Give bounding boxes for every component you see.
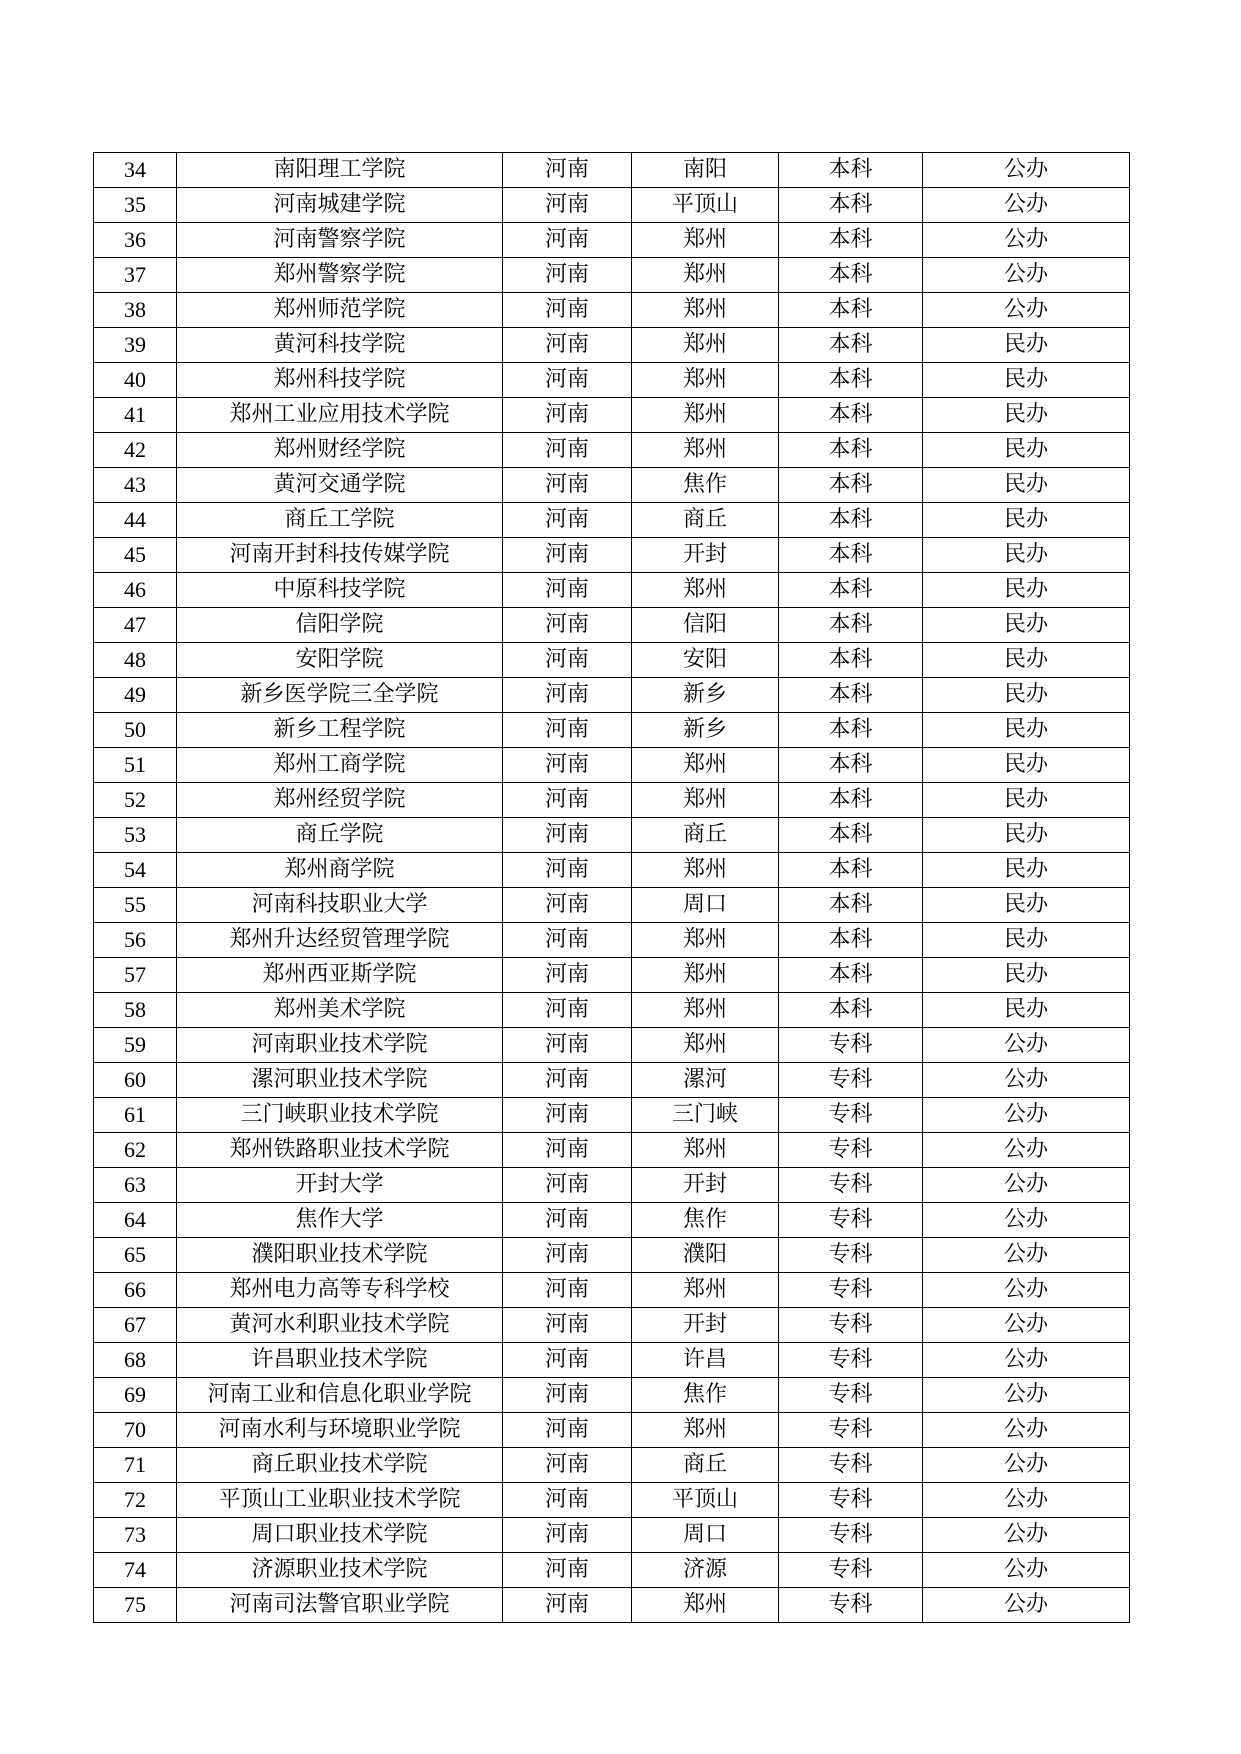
education-level-cell: 本科 (779, 643, 923, 678)
education-level-cell: 本科 (779, 853, 923, 888)
ownership-type-cell: 民办 (923, 783, 1130, 818)
row-number-cell: 49 (94, 678, 177, 713)
education-level-cell: 本科 (779, 923, 923, 958)
education-level-cell: 专科 (779, 1378, 923, 1413)
row-number-cell: 61 (94, 1098, 177, 1133)
education-level-cell: 本科 (779, 888, 923, 923)
table-row (94, 678, 1130, 713)
table-row (94, 1343, 1130, 1378)
row-number-cell: 40 (94, 363, 177, 398)
city-cell: 济源 (632, 1553, 779, 1588)
row-number-cell: 37 (94, 258, 177, 293)
table-row (94, 223, 1130, 258)
province-cell: 河南 (503, 783, 632, 818)
ownership-type-cell: 民办 (923, 818, 1130, 853)
university-list-table (93, 152, 1130, 1623)
row-number-cell: 43 (94, 468, 177, 503)
row-number-cell: 64 (94, 1203, 177, 1238)
province-cell: 河南 (503, 1028, 632, 1063)
city-cell: 郑州 (632, 1133, 779, 1168)
institution-name-cell: 郑州工业应用技术学院 (177, 398, 503, 433)
city-cell: 郑州 (632, 958, 779, 993)
table-row (94, 818, 1130, 853)
city-cell: 郑州 (632, 433, 779, 468)
table-row (94, 643, 1130, 678)
city-cell: 开封 (632, 1168, 779, 1203)
province-cell: 河南 (503, 538, 632, 573)
row-number-cell: 70 (94, 1413, 177, 1448)
ownership-type-cell: 公办 (923, 153, 1130, 188)
province-cell: 河南 (503, 328, 632, 363)
education-level-cell: 本科 (779, 713, 923, 748)
ownership-type-cell: 公办 (923, 1273, 1130, 1308)
province-cell: 河南 (503, 1343, 632, 1378)
province-cell: 河南 (503, 608, 632, 643)
institution-name-cell: 河南职业技术学院 (177, 1028, 503, 1063)
row-number-cell: 69 (94, 1378, 177, 1413)
city-cell: 新乡 (632, 678, 779, 713)
ownership-type-cell: 民办 (923, 713, 1130, 748)
institution-name-cell: 周口职业技术学院 (177, 1518, 503, 1553)
row-number-cell: 47 (94, 608, 177, 643)
row-number-cell: 75 (94, 1588, 177, 1623)
table-row (94, 748, 1130, 783)
city-cell: 开封 (632, 538, 779, 573)
province-cell: 河南 (503, 153, 632, 188)
province-cell: 河南 (503, 1238, 632, 1273)
education-level-cell: 专科 (779, 1308, 923, 1343)
province-cell: 河南 (503, 713, 632, 748)
city-cell: 郑州 (632, 1273, 779, 1308)
row-number-cell: 55 (94, 888, 177, 923)
province-cell: 河南 (503, 293, 632, 328)
ownership-type-cell: 民办 (923, 363, 1130, 398)
ownership-type-cell: 公办 (923, 188, 1130, 223)
institution-name-cell: 黄河水利职业技术学院 (177, 1308, 503, 1343)
row-number-cell: 39 (94, 328, 177, 363)
city-cell: 焦作 (632, 1203, 779, 1238)
city-cell: 郑州 (632, 223, 779, 258)
table-row (94, 1553, 1130, 1588)
table-row (94, 188, 1130, 223)
table-row (94, 1063, 1130, 1098)
city-cell: 商丘 (632, 818, 779, 853)
education-level-cell: 本科 (779, 363, 923, 398)
city-cell: 郑州 (632, 328, 779, 363)
education-level-cell: 本科 (779, 398, 923, 433)
table-row (94, 538, 1130, 573)
ownership-type-cell: 公办 (923, 1588, 1130, 1623)
education-level-cell: 本科 (779, 153, 923, 188)
table-row (94, 1483, 1130, 1518)
table-row (94, 1203, 1130, 1238)
institution-name-cell: 郑州铁路职业技术学院 (177, 1133, 503, 1168)
institution-name-cell: 商丘职业技术学院 (177, 1448, 503, 1483)
institution-name-cell: 河南工业和信息化职业学院 (177, 1378, 503, 1413)
institution-name-cell: 中原科技学院 (177, 573, 503, 608)
province-cell: 河南 (503, 748, 632, 783)
row-number-cell: 63 (94, 1168, 177, 1203)
province-cell: 河南 (503, 993, 632, 1028)
education-level-cell: 专科 (779, 1483, 923, 1518)
institution-name-cell: 新乡医学院三全学院 (177, 678, 503, 713)
education-level-cell: 专科 (779, 1588, 923, 1623)
institution-name-cell: 安阳学院 (177, 643, 503, 678)
ownership-type-cell: 民办 (923, 678, 1130, 713)
ownership-type-cell: 公办 (923, 1413, 1130, 1448)
education-level-cell: 本科 (779, 783, 923, 818)
row-number-cell: 42 (94, 433, 177, 468)
table-row (94, 573, 1130, 608)
education-level-cell: 本科 (779, 468, 923, 503)
province-cell: 河南 (503, 1483, 632, 1518)
institution-name-cell: 郑州西亚斯学院 (177, 958, 503, 993)
province-cell: 河南 (503, 818, 632, 853)
city-cell: 郑州 (632, 398, 779, 433)
row-number-cell: 51 (94, 748, 177, 783)
ownership-type-cell: 公办 (923, 223, 1130, 258)
row-number-cell: 36 (94, 223, 177, 258)
institution-name-cell: 许昌职业技术学院 (177, 1343, 503, 1378)
row-number-cell: 46 (94, 573, 177, 608)
ownership-type-cell: 民办 (923, 853, 1130, 888)
province-cell: 河南 (503, 503, 632, 538)
city-cell: 焦作 (632, 1378, 779, 1413)
row-number-cell: 41 (94, 398, 177, 433)
table-row (94, 328, 1130, 363)
table-row (94, 1518, 1130, 1553)
education-level-cell: 本科 (779, 993, 923, 1028)
table-row (94, 258, 1130, 293)
institution-name-cell: 郑州电力高等专科学校 (177, 1273, 503, 1308)
institution-name-cell: 郑州升达经贸管理学院 (177, 923, 503, 958)
table-row (94, 1028, 1130, 1063)
ownership-type-cell: 公办 (923, 1203, 1130, 1238)
row-number-cell: 62 (94, 1133, 177, 1168)
ownership-type-cell: 民办 (923, 538, 1130, 573)
province-cell: 河南 (503, 1588, 632, 1623)
province-cell: 河南 (503, 853, 632, 888)
institution-name-cell: 河南司法警官职业学院 (177, 1588, 503, 1623)
education-level-cell: 专科 (779, 1063, 923, 1098)
ownership-type-cell: 公办 (923, 1238, 1130, 1273)
ownership-type-cell: 民办 (923, 923, 1130, 958)
institution-name-cell: 濮阳职业技术学院 (177, 1238, 503, 1273)
ownership-type-cell: 公办 (923, 1308, 1130, 1343)
institution-name-cell: 河南开封科技传媒学院 (177, 538, 503, 573)
institution-name-cell: 郑州警察学院 (177, 258, 503, 293)
table-row (94, 923, 1130, 958)
table-row (94, 293, 1130, 328)
table-row (94, 503, 1130, 538)
ownership-type-cell: 公办 (923, 293, 1130, 328)
province-cell: 河南 (503, 923, 632, 958)
row-number-cell: 53 (94, 818, 177, 853)
province-cell: 河南 (503, 468, 632, 503)
province-cell: 河南 (503, 1063, 632, 1098)
ownership-type-cell: 民办 (923, 503, 1130, 538)
city-cell: 漯河 (632, 1063, 779, 1098)
institution-name-cell: 河南科技职业大学 (177, 888, 503, 923)
ownership-type-cell: 民办 (923, 748, 1130, 783)
institution-name-cell: 焦作大学 (177, 1203, 503, 1238)
city-cell: 开封 (632, 1308, 779, 1343)
education-level-cell: 本科 (779, 818, 923, 853)
city-cell: 南阳 (632, 153, 779, 188)
table-row (94, 1588, 1130, 1623)
institution-name-cell: 漯河职业技术学院 (177, 1063, 503, 1098)
city-cell: 郑州 (632, 748, 779, 783)
row-number-cell: 66 (94, 1273, 177, 1308)
institution-name-cell: 新乡工程学院 (177, 713, 503, 748)
province-cell: 河南 (503, 188, 632, 223)
ownership-type-cell: 公办 (923, 1028, 1130, 1063)
institution-name-cell: 开封大学 (177, 1168, 503, 1203)
institution-name-cell: 三门峡职业技术学院 (177, 1098, 503, 1133)
education-level-cell: 专科 (779, 1133, 923, 1168)
institution-name-cell: 平顶山工业职业技术学院 (177, 1483, 503, 1518)
city-cell: 许昌 (632, 1343, 779, 1378)
province-cell: 河南 (503, 888, 632, 923)
table-row (94, 1238, 1130, 1273)
province-cell: 河南 (503, 1378, 632, 1413)
institution-name-cell: 郑州商学院 (177, 853, 503, 888)
ownership-type-cell: 公办 (923, 1518, 1130, 1553)
city-cell: 郑州 (632, 573, 779, 608)
ownership-type-cell: 民办 (923, 398, 1130, 433)
education-level-cell: 本科 (779, 188, 923, 223)
table-row (94, 363, 1130, 398)
education-level-cell: 本科 (779, 748, 923, 783)
education-level-cell: 专科 (779, 1413, 923, 1448)
table-row (94, 1378, 1130, 1413)
ownership-type-cell: 民办 (923, 468, 1130, 503)
institution-name-cell: 南阳理工学院 (177, 153, 503, 188)
institution-name-cell: 济源职业技术学院 (177, 1553, 503, 1588)
row-number-cell: 60 (94, 1063, 177, 1098)
province-cell: 河南 (503, 1203, 632, 1238)
table-row (94, 468, 1130, 503)
institution-name-cell: 郑州经贸学院 (177, 783, 503, 818)
institution-name-cell: 郑州工商学院 (177, 748, 503, 783)
ownership-type-cell: 民办 (923, 433, 1130, 468)
table-row (94, 433, 1130, 468)
education-level-cell: 专科 (779, 1203, 923, 1238)
row-number-cell: 74 (94, 1553, 177, 1588)
province-cell: 河南 (503, 398, 632, 433)
row-number-cell: 68 (94, 1343, 177, 1378)
education-level-cell: 专科 (779, 1238, 923, 1273)
city-cell: 周口 (632, 1518, 779, 1553)
row-number-cell: 38 (94, 293, 177, 328)
ownership-type-cell: 民办 (923, 328, 1130, 363)
ownership-type-cell: 公办 (923, 1133, 1130, 1168)
education-level-cell: 本科 (779, 433, 923, 468)
table-row (94, 1098, 1130, 1133)
row-number-cell: 34 (94, 153, 177, 188)
table-row (94, 1308, 1130, 1343)
city-cell: 郑州 (632, 258, 779, 293)
row-number-cell: 48 (94, 643, 177, 678)
row-number-cell: 65 (94, 1238, 177, 1273)
row-number-cell: 35 (94, 188, 177, 223)
table-row (94, 713, 1130, 748)
table-row (94, 398, 1130, 433)
city-cell: 商丘 (632, 503, 779, 538)
table-row (94, 993, 1130, 1028)
city-cell: 郑州 (632, 293, 779, 328)
province-cell: 河南 (503, 1308, 632, 1343)
city-cell: 郑州 (632, 1413, 779, 1448)
table-row (94, 1413, 1130, 1448)
province-cell: 河南 (503, 1553, 632, 1588)
ownership-type-cell: 公办 (923, 1168, 1130, 1203)
row-number-cell: 71 (94, 1448, 177, 1483)
institution-name-cell: 郑州美术学院 (177, 993, 503, 1028)
table-body (94, 153, 1130, 1623)
province-cell: 河南 (503, 258, 632, 293)
row-number-cell: 56 (94, 923, 177, 958)
institution-name-cell: 郑州师范学院 (177, 293, 503, 328)
province-cell: 河南 (503, 433, 632, 468)
table-row (94, 853, 1130, 888)
education-level-cell: 专科 (779, 1448, 923, 1483)
institution-name-cell: 郑州财经学院 (177, 433, 503, 468)
province-cell: 河南 (503, 1168, 632, 1203)
ownership-type-cell: 公办 (923, 258, 1130, 293)
province-cell: 河南 (503, 1413, 632, 1448)
province-cell: 河南 (503, 223, 632, 258)
city-cell: 信阳 (632, 608, 779, 643)
education-level-cell: 本科 (779, 608, 923, 643)
institution-name-cell: 河南警察学院 (177, 223, 503, 258)
city-cell: 商丘 (632, 1448, 779, 1483)
institution-name-cell: 黄河交通学院 (177, 468, 503, 503)
province-cell: 河南 (503, 1518, 632, 1553)
city-cell: 郑州 (632, 363, 779, 398)
row-number-cell: 67 (94, 1308, 177, 1343)
education-level-cell: 专科 (779, 1273, 923, 1308)
table-row (94, 1448, 1130, 1483)
education-level-cell: 本科 (779, 223, 923, 258)
province-cell: 河南 (503, 363, 632, 398)
province-cell: 河南 (503, 643, 632, 678)
table-row (94, 153, 1130, 188)
ownership-type-cell: 民办 (923, 958, 1130, 993)
city-cell: 郑州 (632, 783, 779, 818)
education-level-cell: 专科 (779, 1343, 923, 1378)
row-number-cell: 44 (94, 503, 177, 538)
table-row (94, 1168, 1130, 1203)
row-number-cell: 45 (94, 538, 177, 573)
row-number-cell: 58 (94, 993, 177, 1028)
city-cell: 郑州 (632, 853, 779, 888)
ownership-type-cell: 公办 (923, 1063, 1130, 1098)
city-cell: 焦作 (632, 468, 779, 503)
institution-name-cell: 郑州科技学院 (177, 363, 503, 398)
ownership-type-cell: 公办 (923, 1378, 1130, 1413)
ownership-type-cell: 公办 (923, 1483, 1130, 1518)
city-cell: 郑州 (632, 923, 779, 958)
city-cell: 新乡 (632, 713, 779, 748)
ownership-type-cell: 民办 (923, 888, 1130, 923)
province-cell: 河南 (503, 958, 632, 993)
ownership-type-cell: 公办 (923, 1553, 1130, 1588)
city-cell: 平顶山 (632, 1483, 779, 1518)
institution-name-cell: 河南城建学院 (177, 188, 503, 223)
institution-name-cell: 商丘学院 (177, 818, 503, 853)
education-level-cell: 专科 (779, 1098, 923, 1133)
province-cell: 河南 (503, 1273, 632, 1308)
table-row (94, 783, 1130, 818)
institution-name-cell: 河南水利与环境职业学院 (177, 1413, 503, 1448)
education-level-cell: 专科 (779, 1028, 923, 1063)
table-row (94, 958, 1130, 993)
education-level-cell: 本科 (779, 958, 923, 993)
education-level-cell: 本科 (779, 293, 923, 328)
education-level-cell: 专科 (779, 1168, 923, 1203)
table-row (94, 1273, 1130, 1308)
city-cell: 安阳 (632, 643, 779, 678)
education-level-cell: 本科 (779, 573, 923, 608)
row-number-cell: 72 (94, 1483, 177, 1518)
table-row (94, 1133, 1130, 1168)
education-level-cell: 本科 (779, 258, 923, 293)
institution-name-cell: 商丘工学院 (177, 503, 503, 538)
education-level-cell: 本科 (779, 538, 923, 573)
table-row (94, 608, 1130, 643)
education-level-cell: 专科 (779, 1518, 923, 1553)
row-number-cell: 59 (94, 1028, 177, 1063)
row-number-cell: 52 (94, 783, 177, 818)
ownership-type-cell: 民办 (923, 643, 1130, 678)
city-cell: 郑州 (632, 1588, 779, 1623)
row-number-cell: 54 (94, 853, 177, 888)
row-number-cell: 50 (94, 713, 177, 748)
province-cell: 河南 (503, 573, 632, 608)
institution-name-cell: 黄河科技学院 (177, 328, 503, 363)
education-level-cell: 专科 (779, 1553, 923, 1588)
city-cell: 平顶山 (632, 188, 779, 223)
institution-name-cell: 信阳学院 (177, 608, 503, 643)
education-level-cell: 本科 (779, 503, 923, 538)
table-row (94, 888, 1130, 923)
city-cell: 郑州 (632, 1028, 779, 1063)
row-number-cell: 57 (94, 958, 177, 993)
province-cell: 河南 (503, 1133, 632, 1168)
education-level-cell: 本科 (779, 328, 923, 363)
row-number-cell: 73 (94, 1518, 177, 1553)
province-cell: 河南 (503, 1448, 632, 1483)
ownership-type-cell: 民办 (923, 608, 1130, 643)
ownership-type-cell: 民办 (923, 573, 1130, 608)
city-cell: 濮阳 (632, 1238, 779, 1273)
city-cell: 三门峡 (632, 1098, 779, 1133)
province-cell: 河南 (503, 678, 632, 713)
city-cell: 周口 (632, 888, 779, 923)
province-cell: 河南 (503, 1098, 632, 1133)
education-level-cell: 本科 (779, 678, 923, 713)
ownership-type-cell: 公办 (923, 1448, 1130, 1483)
ownership-type-cell: 公办 (923, 1098, 1130, 1133)
city-cell: 郑州 (632, 993, 779, 1028)
ownership-type-cell: 民办 (923, 993, 1130, 1028)
ownership-type-cell: 公办 (923, 1343, 1130, 1378)
